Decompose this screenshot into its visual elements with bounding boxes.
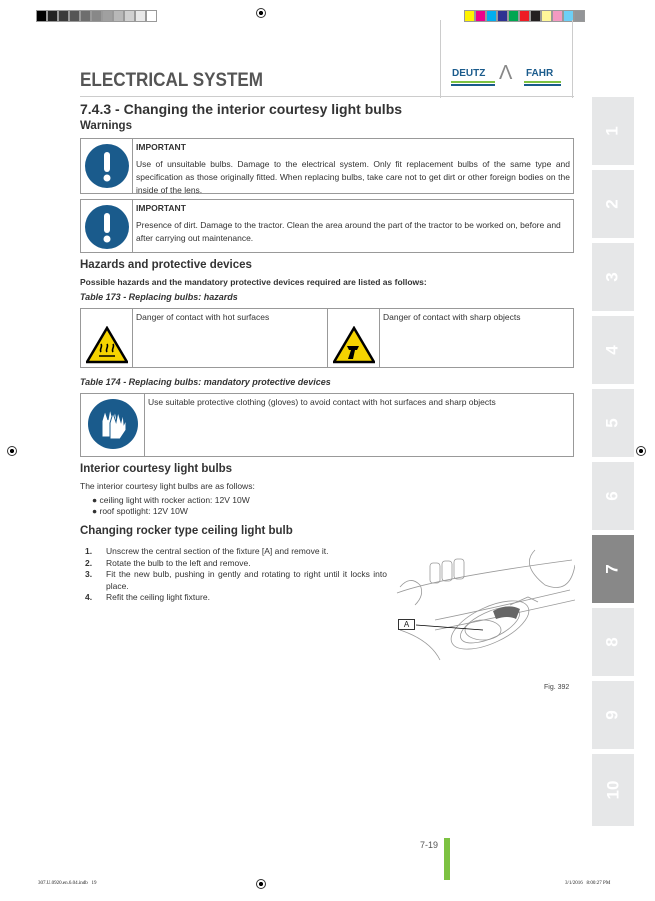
chapter-tab-label: 9 (603, 710, 622, 720)
chapter-tab-8[interactable] (592, 608, 634, 676)
registration-mark-bottom (256, 879, 266, 889)
color-swatch (519, 10, 530, 22)
warning-box (80, 199, 574, 253)
warning-text: Presence of dirt. Damage to the tractor. Clean the area around the part of the tractor to be worked on, before and after carrying out maintenance. (136, 220, 561, 243)
sharp-objects-warning-icon (328, 309, 380, 367)
gray-swatch (146, 10, 157, 22)
page-number: 7-19 (420, 840, 439, 850)
chapter-tab-1[interactable] (592, 97, 634, 165)
bulbs-intro: The interior courtesy light bulbs are as follows: (80, 481, 255, 491)
warning-box (80, 138, 574, 194)
color-swatch (464, 10, 475, 22)
gray-swatch (80, 10, 91, 22)
gray-swatch (91, 10, 102, 22)
warning-label: IMPORTANT (136, 142, 186, 152)
protective-device-cell: Use suitable protective clothing (gloves) to avoid contact with hot surfaces and sharp objects (148, 397, 496, 407)
chapter-tab-label: 5 (603, 418, 622, 428)
mandatory-attention-icon (81, 200, 133, 252)
color-swatch (552, 10, 563, 22)
hazard-cell: Danger of contact with sharp objects (383, 312, 521, 322)
header-divider-right (572, 20, 573, 98)
chapter-tab-7[interactable] (592, 535, 634, 603)
color-swatch (530, 10, 541, 22)
chapter-tab-5[interactable] (592, 389, 634, 457)
chapter-tab-label: 10 (602, 780, 622, 800)
changing-heading: Changing rocker type ceiling light bulb (80, 525, 293, 537)
chapter-tab-4[interactable] (592, 316, 634, 384)
hot-surface-warning-icon (81, 309, 133, 367)
gray-swatch (36, 10, 47, 22)
registration-mark-top (256, 8, 266, 18)
gray-swatch (69, 10, 80, 22)
wear-gloves-icon (81, 394, 145, 456)
chapter-tab-label: 1 (603, 126, 622, 136)
hazard-cell: Danger of contact with hot surfaces (133, 309, 328, 367)
list-item: 1. Unscrew the central section of the fixture [A] and remove it. (85, 546, 329, 556)
figure-callout-a: A (398, 619, 415, 630)
header-rule (80, 96, 574, 97)
list-item: 3. Fit the new bulb, pushing in gently and rotating to right until it locks into place. (85, 569, 387, 591)
header-divider (440, 20, 441, 98)
table-173-caption: Table 173 - Replacing bulbs: hazards (80, 292, 238, 302)
color-swatch (497, 10, 508, 22)
footer-date: 3/1/2016 8:00:27 PM (565, 881, 611, 886)
steps-list (85, 546, 387, 604)
color-swatch (486, 10, 497, 22)
color-swatch (475, 10, 486, 22)
list-item: ● ceiling light with rocker action: 12V 10W (92, 495, 250, 505)
chapter-tab-label: 8 (603, 637, 622, 647)
list-item: ● roof spotlight: 12V 10W (92, 506, 188, 516)
gray-swatch (102, 10, 113, 22)
table-174-caption: Table 174 - Replacing bulbs: mandatory protective devices (80, 377, 331, 387)
gray-swatch (124, 10, 135, 22)
section-title: ELECTRICAL SYSTEM (80, 70, 264, 91)
chapter-tab-3[interactable] (592, 243, 634, 311)
warnings-heading: Warnings (80, 120, 132, 132)
hazards-table (80, 308, 574, 368)
gray-swatch (47, 10, 58, 22)
chapter-tab-label: 6 (603, 491, 622, 501)
deutz-fahr-logo: DEUTZ Λ FAHR (451, 66, 561, 88)
mandatory-attention-icon (81, 139, 133, 193)
gray-swatch (135, 10, 146, 22)
footer-file: 307.U.0920.en.6.04.indb 19 (38, 881, 97, 886)
bulbs-heading: Interior courtesy light bulbs (80, 463, 233, 475)
chapter-tab-label: 7 (603, 564, 622, 574)
gray-swatch (113, 10, 124, 22)
registration-mark-left (7, 446, 17, 456)
warning-label: IMPORTANT (136, 203, 186, 213)
chapter-tab-10[interactable] (592, 754, 634, 826)
bulb-list (92, 495, 250, 517)
protective-devices-table (80, 393, 574, 457)
gray-swatch (58, 10, 69, 22)
chapter-tab-label: 3 (603, 272, 622, 282)
hazards-intro: Possible hazards and the mandatory protective devices required are listed as follows: (80, 277, 427, 287)
chapter-tab-9[interactable] (592, 681, 634, 749)
color-swatch (574, 10, 585, 22)
list-item: 2. Rotate the bulb to the left and remove. (85, 557, 251, 568)
list-item: 4. Refit the ceiling light fixture. (85, 592, 210, 602)
chapter-tab-label: 2 (603, 199, 622, 209)
chapter-tab-2[interactable] (592, 170, 634, 238)
color-swatch (541, 10, 552, 22)
hazards-heading: Hazards and protective devices (80, 259, 252, 271)
chapter-tab-6[interactable] (592, 462, 634, 530)
warning-text: Use of unsuitable bulbs. Damage to the electrical system. Only fit replacement bulbs of the same type and specification as those originally fitted. When replacing bulbs, take care not to get dirt or other foreign bodies on the inside of the lens. (136, 159, 570, 195)
figure-caption: Fig. 392 (544, 684, 570, 691)
chapter-tab-label: 4 (603, 345, 622, 355)
color-swatch (508, 10, 519, 22)
page-heading: 7.4.3 - Changing the interior courtesy light bulbs (80, 101, 403, 117)
registration-mark-right (636, 446, 646, 456)
page-marker (444, 838, 450, 880)
ceiling-light-illustration (395, 545, 575, 665)
